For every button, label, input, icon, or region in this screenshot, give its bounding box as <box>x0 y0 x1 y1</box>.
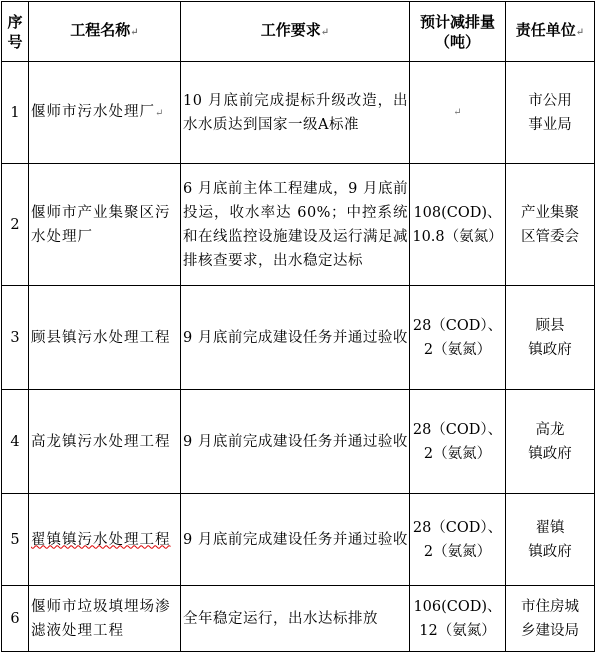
responsible-unit: 高龙 镇政府 <box>506 390 595 494</box>
row-number: 3 <box>2 286 29 390</box>
work-requirement: 9 月底前完成建设任务并通过验收 <box>181 286 410 390</box>
project-name: 偃师市垃圾填埋场渗滤液处理工程 <box>29 586 181 652</box>
table-row <box>2 390 595 494</box>
table-row <box>2 494 595 586</box>
project-name: 顾县镇污水处理工程 <box>29 286 181 390</box>
row-number: 6 <box>2 586 29 652</box>
expected-reduction: 108(COD)、 10.8（氨氮） <box>410 164 506 286</box>
work-requirement: 6 月底前主体工程建成，9 月底前投运，收水率达 60%；中控系统和在线监控设施建设及运行满足减排核查要求，出水稳定达标 <box>181 164 410 286</box>
header-expected-reduction: 预计减排量 （吨） <box>410 2 506 62</box>
project-name: 偃师市污水处理厂↵ <box>29 62 181 164</box>
expected-reduction: ↵ <box>410 62 506 164</box>
work-requirement: 全年稳定运行，出水达标排放 <box>181 586 410 652</box>
responsible-unit: 市住房城 乡建设局 <box>506 586 595 652</box>
expected-reduction: 106(COD)、 12（氨氮） <box>410 586 506 652</box>
expected-reduction: 28（COD）、 2（氨氮） <box>410 286 506 390</box>
responsible-unit: 产业集聚 区管委会 <box>506 164 595 286</box>
header-project-name: 工程名称↵ <box>29 2 181 62</box>
table-row <box>2 62 595 164</box>
row-number: 2 <box>2 164 29 286</box>
table-row <box>2 586 595 652</box>
emission-reduction-table <box>1 1 595 652</box>
project-name: 翟镇镇污水处理工程 <box>29 494 181 586</box>
expected-reduction: 28（COD）、 2（氨氮） <box>410 494 506 586</box>
header-no: 序 号 <box>2 2 29 62</box>
table-row <box>2 286 595 390</box>
row-number: 1 <box>2 62 29 164</box>
header-row <box>2 2 595 62</box>
row-number: 5 <box>2 494 29 586</box>
work-requirement: 9 月底前完成建设任务并通过验收 <box>181 390 410 494</box>
responsible-unit: 市公用 事业局 <box>506 62 595 164</box>
responsible-unit: 顾县 镇政府 <box>506 286 595 390</box>
row-number: 4 <box>2 390 29 494</box>
work-requirement: 9 月底前完成建设任务并通过验收 <box>181 494 410 586</box>
responsible-unit: 翟镇 镇政府 <box>506 494 595 586</box>
table-row <box>2 164 595 286</box>
work-requirement: 10 月底前完成提标升级改造，出水水质达到国家一级A标准 <box>181 62 410 164</box>
project-name: 偃师市产业集聚区污水处理厂 <box>29 164 181 286</box>
project-name: 高龙镇污水处理工程 <box>29 390 181 494</box>
header-work-requirement: 工作要求↵ <box>181 2 410 62</box>
header-responsible-unit: 责任单位↵ <box>506 2 595 62</box>
expected-reduction: 28（COD）、 2（氨氮） <box>410 390 506 494</box>
